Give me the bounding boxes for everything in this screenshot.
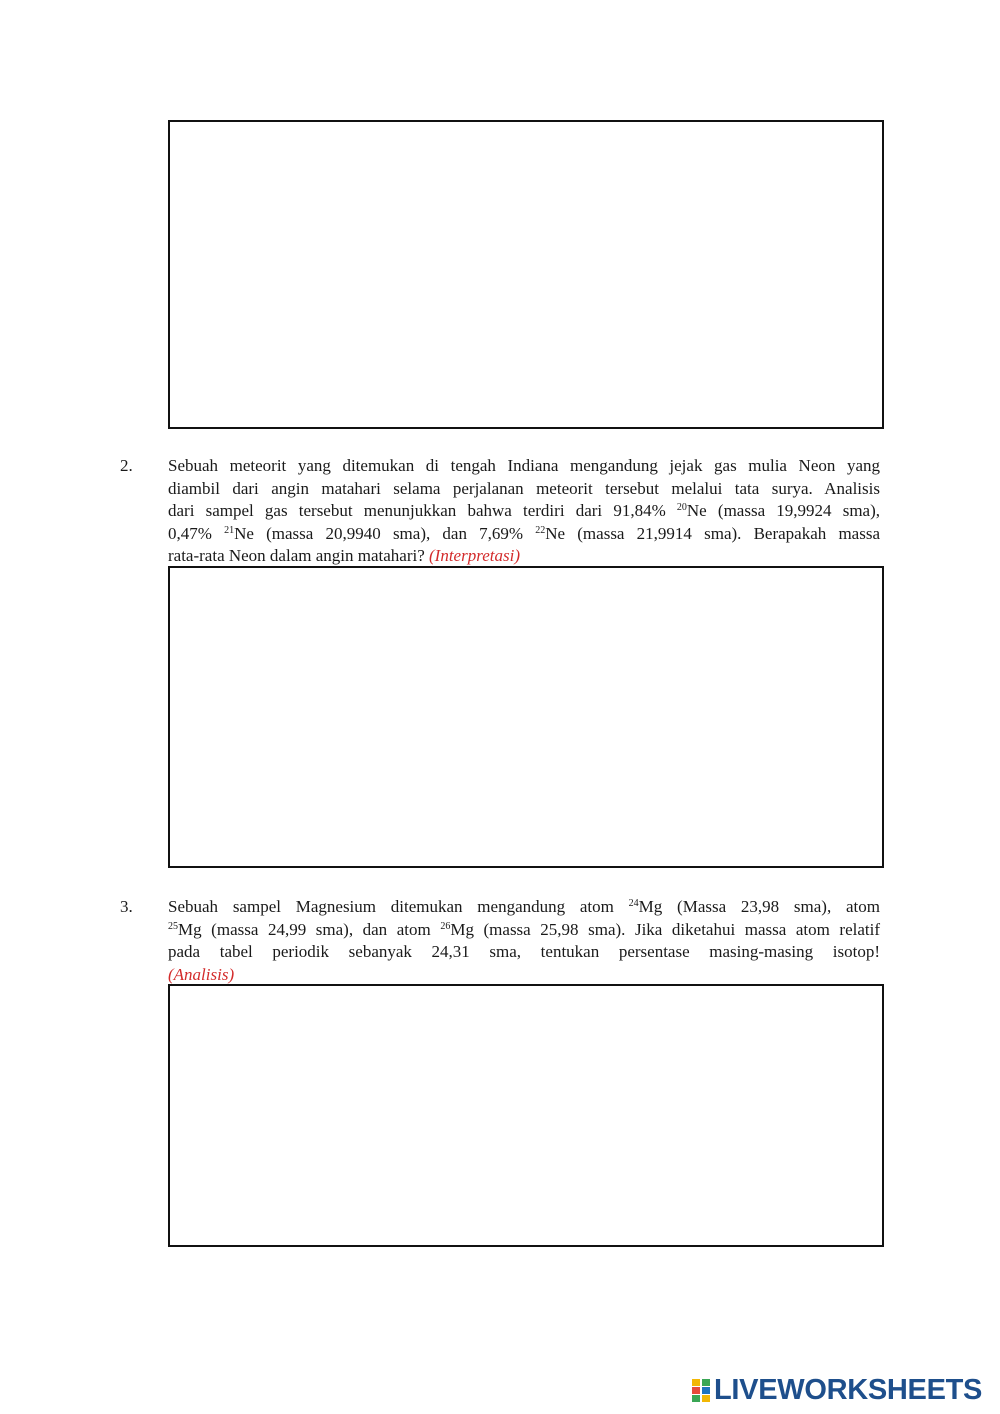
isotope-mass-number: 21 — [224, 524, 235, 536]
question-text-q2 — [168, 455, 880, 568]
question-line: Sebuah meteorit yang ditemukan di tengah Indiana mengandung jejak gas mulia Neon yang — [168, 456, 880, 475]
question-line: pada tabel periodik sebanyak 24,31 sma, tentukan persentase masing-masing isotop! — [168, 942, 880, 961]
isotope-mass-number: 24 — [628, 898, 639, 909]
question-text-q3 — [168, 896, 880, 986]
isotope-mass-number: 25 — [168, 920, 178, 932]
answer-input-q1[interactable] — [170, 122, 882, 427]
question-number: 2. — [120, 456, 133, 475]
liveworksheets-logo — [692, 1375, 982, 1405]
question-line: diambil dari angin matahari selama perjalanan meteorit tersebut melalui tata surya. Analisis — [168, 478, 880, 498]
answer-input-q3[interactable] — [170, 986, 882, 1245]
isotope-mass-number: 20 — [676, 502, 687, 513]
question-line: $^{25}$Mg (massa 24,99 sma), dan atom $^{26}$Mg (massa 25,98 sma). Jika diketahui massa atom relatif — [168, 919, 881, 939]
logo-square — [692, 1395, 700, 1402]
answer-box-q3[interactable] — [168, 984, 884, 1247]
logo-mark-icon — [692, 1378, 712, 1402]
question-line: rata-rata Neon dalam angin matahari? (Interpretasi) — [168, 546, 520, 565]
question-line: 0,47% $^{21}$Ne (massa 20,9940 sma), dan 7,69% $^{22}$Ne (massa 21,9914 sma). Berapakah massa — [168, 523, 880, 543]
isotope-mass-number: 22 — [535, 524, 546, 536]
skill-tag: (Interpretasi) — [429, 546, 520, 565]
skill-tag: (Analisis) — [168, 964, 235, 984]
logo-square — [702, 1387, 710, 1394]
answer-box-q1[interactable] — [168, 120, 884, 429]
answer-box-q2[interactable] — [168, 566, 884, 868]
question-line — [168, 964, 880, 987]
logo-square — [692, 1379, 700, 1386]
logo-square — [702, 1379, 710, 1386]
question-line: dari sampel gas tersebut menunjukkan bahwa terdiri dari 91,84% $^{20}$Ne (massa 19,9924 sma), — [168, 501, 881, 520]
logo-square — [692, 1387, 700, 1394]
question-line: Sebuah sampel Magnesium ditemukan mengandung atom $^{24}$Mg (Massa 23,98 sma), atom — [168, 897, 880, 916]
answer-input-q2[interactable] — [170, 568, 882, 866]
logo-text: LIVEWORKSHEETS — [714, 1373, 983, 1406]
question-number: 3. — [120, 897, 133, 916]
isotope-mass-number: 26 — [440, 920, 451, 932]
logo-square — [702, 1395, 710, 1402]
